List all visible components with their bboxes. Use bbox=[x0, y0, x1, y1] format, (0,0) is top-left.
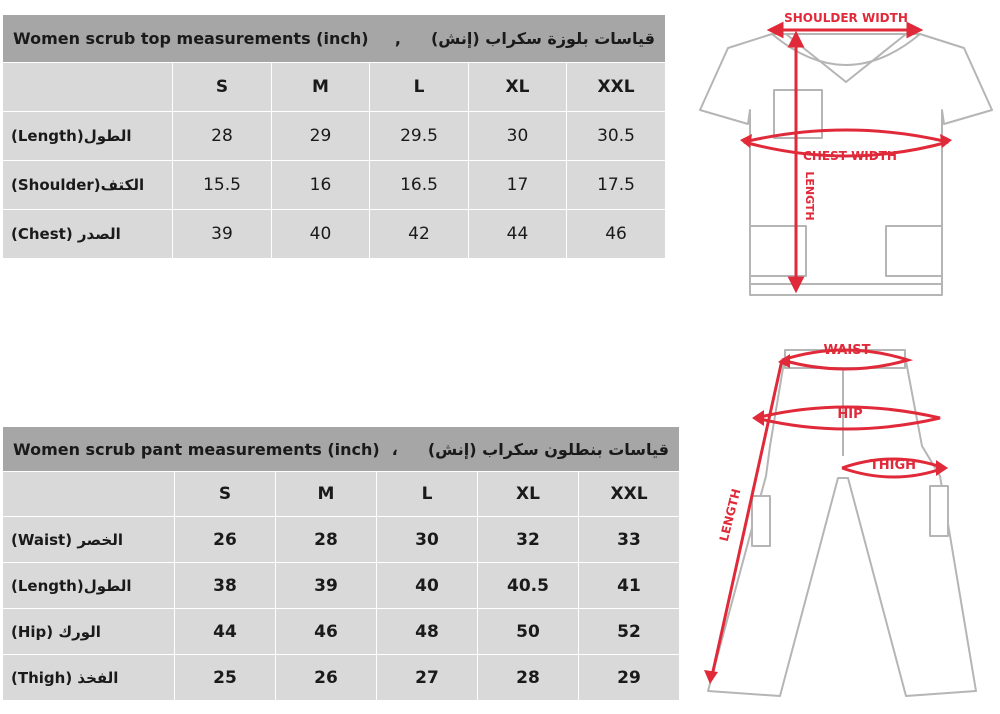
waist-label: WAIST bbox=[823, 343, 871, 358]
pant-left-pocket bbox=[752, 496, 770, 546]
size-header-s: S bbox=[175, 472, 276, 517]
table-cell: 29 bbox=[272, 112, 370, 161]
top-measurements-table bbox=[2, 14, 666, 259]
table-cell: 15.5 bbox=[173, 161, 272, 210]
table-cell: 33 bbox=[579, 517, 680, 563]
row-label-length: (Length)الطول bbox=[3, 112, 173, 161]
table-cell: 39 bbox=[276, 563, 377, 609]
table-cell: 26 bbox=[276, 655, 377, 701]
table-row bbox=[3, 609, 680, 655]
chest-arrow-right bbox=[940, 134, 952, 148]
table-cell: 29.5 bbox=[370, 112, 469, 161]
thigh-arrow bbox=[936, 460, 948, 476]
title-english: Women scrub pant measurements (inch) bbox=[13, 439, 380, 459]
table-row bbox=[3, 210, 666, 259]
title-arabic: قياسات بلوزة سكراب (إنش) bbox=[430, 29, 656, 48]
table-cell: 28 bbox=[478, 655, 579, 701]
table-cell: 16 bbox=[272, 161, 370, 210]
size-header-xl: XL bbox=[469, 63, 567, 112]
row-label-waist: (Waist) الخصر bbox=[3, 517, 175, 563]
top-length-label: LENGTH bbox=[803, 171, 816, 221]
row-label-shoulder: (Shoulder)الكتف bbox=[3, 161, 173, 210]
table-cell: 39 bbox=[173, 210, 272, 259]
header-corner-cell bbox=[3, 63, 173, 112]
table-cell: 46 bbox=[567, 210, 666, 259]
thigh-label: THIGH bbox=[869, 458, 917, 473]
table-cell: 46 bbox=[276, 609, 377, 655]
row-label-hip: (Hip) الورك bbox=[3, 609, 175, 655]
hip-label: HIP bbox=[837, 407, 863, 422]
chest-arrow-left bbox=[740, 134, 752, 148]
pant-table-title bbox=[3, 427, 680, 472]
table-row bbox=[3, 161, 666, 210]
top-table-title bbox=[3, 15, 666, 63]
pant-length-label: LENGTH bbox=[716, 487, 744, 543]
table-cell: 30 bbox=[377, 517, 478, 563]
pant-measurements-table bbox=[2, 426, 680, 701]
size-header-xxl: XXL bbox=[579, 472, 680, 517]
table-row bbox=[3, 517, 680, 563]
table-cell: 25 bbox=[175, 655, 276, 701]
top-left-pocket bbox=[750, 226, 806, 276]
table-cell: 40 bbox=[377, 563, 478, 609]
table-cell: 52 bbox=[579, 609, 680, 655]
size-header-m: M bbox=[276, 472, 377, 517]
table-title-row bbox=[3, 15, 666, 63]
table-cell: 17 bbox=[469, 161, 567, 210]
table-row bbox=[3, 112, 666, 161]
table-cell: 40.5 bbox=[478, 563, 579, 609]
size-header-xl: XL bbox=[478, 472, 579, 517]
table-cell: 44 bbox=[175, 609, 276, 655]
table-cell: 30 bbox=[469, 112, 567, 161]
table-row bbox=[3, 563, 680, 609]
table-cell: 41 bbox=[579, 563, 680, 609]
table-cell: 48 bbox=[377, 609, 478, 655]
pant-right-pocket bbox=[930, 486, 948, 536]
size-header-m: M bbox=[272, 63, 370, 112]
table-cell: 38 bbox=[175, 563, 276, 609]
scrub-top-diagram bbox=[690, 0, 1000, 310]
size-header-row bbox=[3, 472, 680, 517]
header-corner-cell bbox=[3, 472, 175, 517]
table-cell: 17.5 bbox=[567, 161, 666, 210]
table-cell: 26 bbox=[175, 517, 276, 563]
table-cell: 28 bbox=[276, 517, 377, 563]
size-header-row bbox=[3, 63, 666, 112]
table-cell: 29 bbox=[579, 655, 680, 701]
row-label-chest: (Chest) الصدر bbox=[3, 210, 173, 259]
row-label-thigh: (Thigh) الفخذ bbox=[3, 655, 175, 701]
shoulder-width-label: SHOULDER WIDTH bbox=[784, 11, 908, 25]
title-separator: , bbox=[394, 29, 401, 48]
size-header-l: L bbox=[370, 63, 469, 112]
table-row bbox=[3, 655, 680, 701]
table-cell: 16.5 bbox=[370, 161, 469, 210]
size-header-xxl: XXL bbox=[567, 63, 666, 112]
table-cell: 30.5 bbox=[567, 112, 666, 161]
size-header-s: S bbox=[173, 63, 272, 112]
size-header-l: L bbox=[377, 472, 478, 517]
table-title-row bbox=[3, 427, 680, 472]
table-cell: 42 bbox=[370, 210, 469, 259]
scrub-pant-diagram bbox=[690, 336, 1000, 706]
table-cell: 50 bbox=[478, 609, 579, 655]
chest-width-label: CHEST WIDTH bbox=[803, 149, 897, 163]
table-cell: 27 bbox=[377, 655, 478, 701]
top-right-pocket bbox=[886, 226, 942, 276]
top-outline bbox=[700, 34, 992, 295]
title-arabic: قياسات بنطلون سكراب (إنش) bbox=[427, 439, 670, 459]
title-english: Women scrub top measurements (inch) bbox=[13, 29, 369, 48]
table-cell: 44 bbox=[469, 210, 567, 259]
table-cell: 32 bbox=[478, 517, 579, 563]
title-separator: ، bbox=[391, 439, 398, 459]
row-label-length: (Length)الطول bbox=[3, 563, 175, 609]
table-cell: 28 bbox=[173, 112, 272, 161]
hip-arrow bbox=[752, 410, 764, 426]
table-cell: 40 bbox=[272, 210, 370, 259]
